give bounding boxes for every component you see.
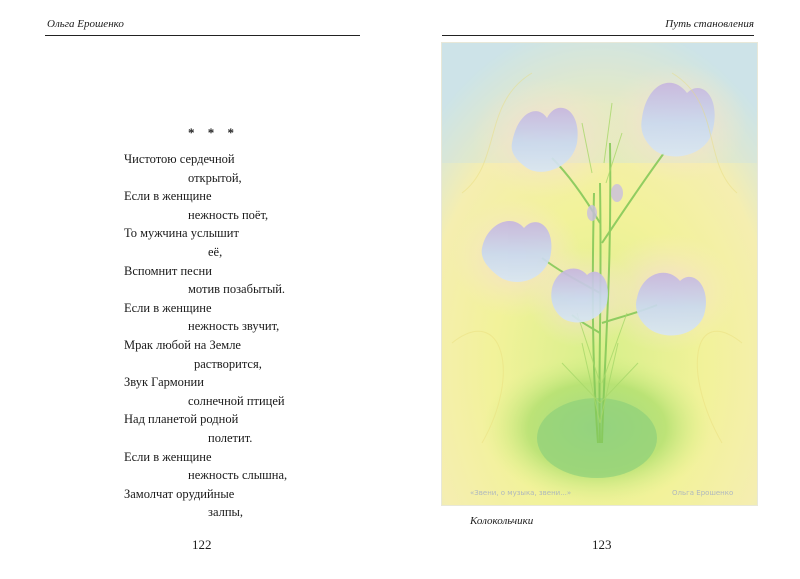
running-head-title: Путь становления xyxy=(665,18,754,30)
bellflower-painting xyxy=(442,43,757,505)
running-head-author: Ольга Ерошенко xyxy=(47,18,124,30)
poem-line: Чистотою сердечной xyxy=(124,152,235,166)
poem-line: Если в женщине xyxy=(124,449,212,464)
poem-line: растворится, xyxy=(194,356,262,371)
poem xyxy=(124,150,364,522)
poem-line: нежность слышна, xyxy=(188,468,288,483)
poem-line: Звук Гармонии xyxy=(124,375,204,390)
poem-line: То мужчина услышит xyxy=(124,226,239,241)
poem-line: открытой, xyxy=(188,170,242,185)
section-stars: * * * xyxy=(188,125,239,140)
svg-text:«Звени, о музыка, звени...»: «Звени, о музыка, звени...» xyxy=(470,489,572,497)
poem-line: Мрак любой на Земле xyxy=(124,337,241,352)
poem-line: её, xyxy=(208,244,223,259)
poem-line: Вспомнит песни xyxy=(124,263,212,278)
page-number-right: 123 xyxy=(592,537,612,552)
poem-line: мотив позабытый. xyxy=(188,282,286,297)
header-rule xyxy=(442,35,754,36)
poem-line: Если в женщине xyxy=(124,300,212,315)
poem-line: нежность звучит, xyxy=(188,319,280,334)
artwork-caption: Колокольчики xyxy=(470,515,534,527)
svg-text:Ольга Ерошенко: Ольга Ерошенко xyxy=(672,489,734,497)
poem-line: полетит. xyxy=(208,430,253,445)
poem-line: Если в женщине xyxy=(124,189,212,204)
poem-line: нежность поёт, xyxy=(188,207,269,222)
poem-line: Над планетой родной xyxy=(124,412,239,427)
poem-line: Замолчат орудийные xyxy=(124,486,235,501)
header-rule xyxy=(45,35,360,36)
poem-line: залпы, xyxy=(208,505,244,520)
page-number-left: 122 xyxy=(192,537,212,552)
poem-line: солнечной птицей xyxy=(188,393,285,408)
right-page xyxy=(400,0,800,579)
